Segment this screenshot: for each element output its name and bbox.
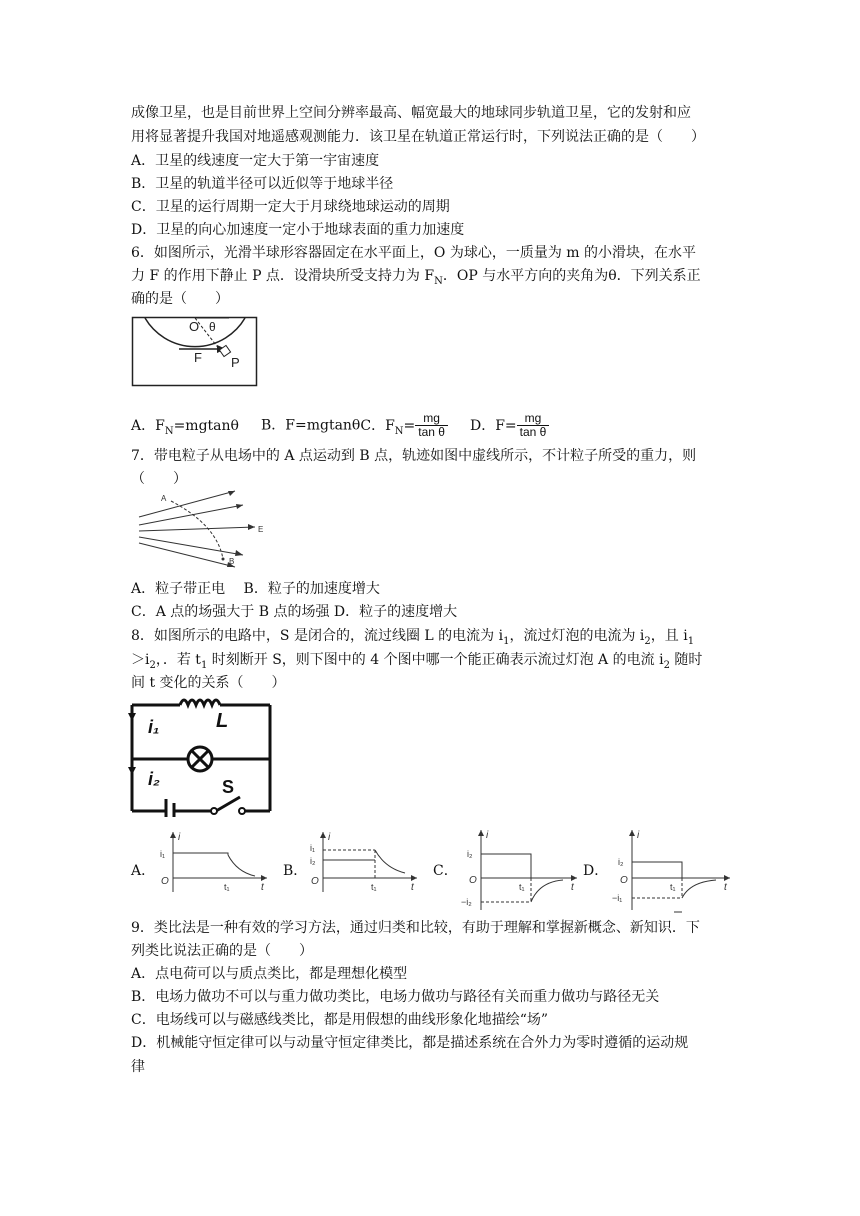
q7-stem-line1: 7．带电粒子从电场中的 A 点运动到 B 点，轨迹如图中虚线所示，不计粒子所受的重力，则 [131,448,697,464]
graph-c [453,826,583,914]
q5-stem-line2: 用将显著提升我国对地遥感观测能力．该卫星在轨道正常运行时，下列说法正确的是（ ） [131,129,705,145]
switch-s-label: S [222,777,235,797]
q5-option-b: B．卫星的轨道半径可以近似等于地球半径 [131,176,394,192]
svg-text:t: t [411,882,414,893]
q6-option-d: D．F= $\frac{mg}{\text{tan θ}}$ [470,418,549,434]
q5-option-a: A．卫星的线速度一定大于第一宇宙速度 [131,153,380,169]
q9-option-d: D．机械能守恒定律可以与动量守恒定律类比，都是描述系统在合外力为零时遵循的运动规 [131,1035,689,1051]
q5-option-c: C．卫星的运行周期一定大于月球绕地球运动的周期 [131,199,450,215]
svg-text:−i₂: −i₂ [461,897,472,907]
svg-text:t₁: t₁ [371,882,377,892]
point-b-label: B [229,557,235,566]
graph-d [604,826,736,916]
graph-d-letter: D． [583,863,609,879]
electric-field-figure [131,489,271,571]
svg-text:i₂: i₂ [467,849,473,859]
q7-stem-line2: （ ） [131,471,187,487]
q6-stem-line1: 6．如图所示，光滑半球形容器固定在水平面上，O 为球心，一质量为 m 的小滑块，在水平 [131,245,697,261]
graph-c-letter: C． [433,863,458,879]
svg-text:i: i [328,832,331,843]
graph-a [153,828,273,896]
current-i2-label: i₂ [148,769,160,789]
current-i1-label: i₁ [148,717,160,737]
svg-text:t₁: t₁ [519,882,525,892]
point-p-label: P [231,355,240,370]
q9-option-c: C．电场线可以与磁感线类比，都是用假想的曲线形象化地描绘“场” [131,1012,549,1028]
svg-text:t: t [571,882,574,893]
point-a-label: A [161,494,167,503]
q9-option-a: A．点电荷可以与质点类比，都是理想化模型 [131,966,408,982]
inductor-l-label: L [216,710,229,732]
force-f-label: F [194,350,202,365]
svg-text:i: i [637,830,640,841]
graph-b [303,828,423,896]
q6-options [131,412,549,441]
svg-text:O: O [311,876,319,887]
q8-stem-line3: 间 t 变化的关系（ ） [131,675,286,691]
q6-option-c: C．$F_N=$ $\frac{mg}{\text{tan θ}}$ [360,418,448,434]
hemisphere-figure [131,316,259,388]
q7-options-row1: A．粒子带正电 B．粒子的加速度增大 [131,581,380,597]
graph-b-letter: B． [283,863,308,879]
q8-stem-line2: $>i_2$，．若 $t_1$ 时刻断开 S，则下图中的 4 个图中哪一个能正确表示流过灯泡 A 的电流 $i_2$ 随时 [131,652,703,671]
svg-text:i₂: i₂ [618,857,624,867]
q6-option-a: A．$F_N=mgtan\theta$ [131,417,239,437]
svg-text:i₂: i₂ [310,856,316,866]
q6-stem-line3: 确的是（ ） [131,291,229,307]
svg-text:−i₁: −i₁ [612,893,623,903]
q5-option-d: D．卫星的向心加速度一定小于地球表面的重力加速度 [131,222,465,238]
q9-stem-line2: 列类比说法正确的是（ ） [131,943,313,959]
q5-stem-line1: 成像卫星，也是目前世界上空间分辨率最高、幅宽最大的地球同步轨道卫星，它的发射和应 [131,105,691,121]
field-e-label: E [258,525,264,534]
svg-text:O: O [620,875,628,886]
q8-stem-line1: 8．如图所示的电路中，S 是闭合的，流过线圈 L 的电流为 $i_1$，流过灯泡的电流为 $i_2$，且 $i_1$ [131,628,695,647]
theta-label: θ [209,320,216,334]
svg-text:t₁: t₁ [670,882,676,892]
svg-text:i₁: i₁ [310,843,316,853]
q6-option-d-fraction: $\frac{mg}{\text{tan θ}}$ [517,412,550,439]
q6-option-c-fraction: $\frac{mg}{\text{tan θ}}$ [415,412,448,439]
circuit-figure [128,693,276,817]
svg-text:t₁: t₁ [224,882,230,892]
svg-text:t: t [261,882,264,893]
q6-stem-line2: 力 F 的作用下静止 P 点．设滑块所受支持力为 $F_N$．OP 与水平方向的夹角为θ．下列关系正 [131,268,701,287]
q9-option-b: B．电场力做功不可以与重力做功类比，电场力做功与路径有关而重力做功与路径无关 [131,989,660,1005]
svg-text:O: O [161,876,169,887]
svg-text:O: O [469,875,477,886]
svg-text:i: i [486,830,489,841]
q6-option-b: B．F=mgtanθ [260,417,361,434]
svg-text:i₁: i₁ [160,849,166,859]
graph-a-letter: A． [131,863,156,879]
q9-option-d-continuation: 律 [131,1059,145,1075]
q9-stem-line1: 9．类比法是一种有效的学习方法，通过归类和比较，有助于理解和掌握新概念、新知识．下 [131,920,700,936]
svg-text:i: i [178,832,181,843]
svg-text:t: t [724,882,727,893]
q7-options-row2: C．A 点的场强大于 B 点的场强 D．粒子的速度增大 [131,604,458,620]
center-o-label: O [189,319,200,334]
